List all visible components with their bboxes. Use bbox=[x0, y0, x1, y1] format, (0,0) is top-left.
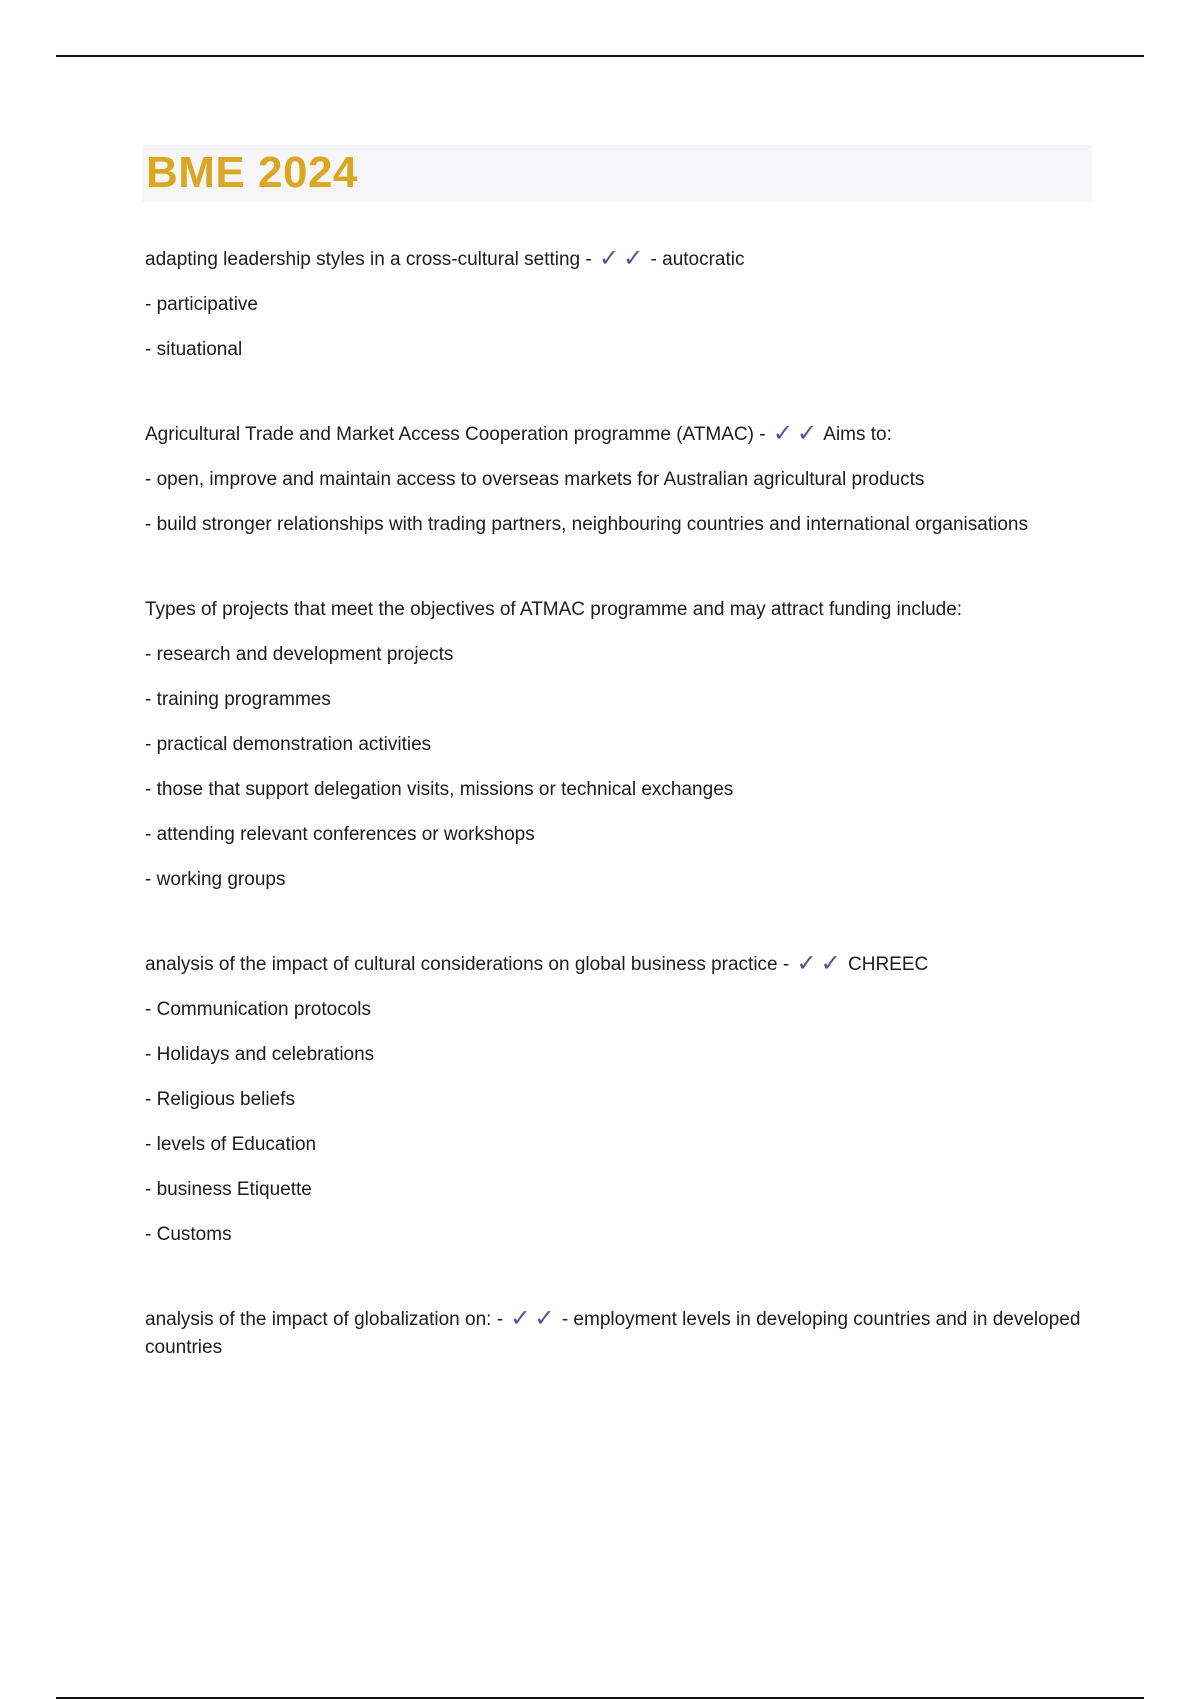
answer-line: - Communication protocols bbox=[145, 999, 371, 1020]
check-icon: ✓ bbox=[796, 420, 818, 447]
page-bottom-rule bbox=[56, 1697, 1144, 1699]
check-icon: ✓ bbox=[820, 950, 841, 977]
answer-line: - situational bbox=[145, 339, 243, 360]
qa-entry bbox=[145, 246, 1095, 364]
qa-answer: - employment levels in developing countries and in developed countries bbox=[145, 1309, 1081, 1358]
answer-line: - research and development projects bbox=[145, 644, 454, 665]
qa-answer: Aims to: bbox=[823, 424, 892, 445]
check-icon: ✓ bbox=[623, 245, 644, 272]
qa-answer: CHREEC bbox=[848, 954, 929, 975]
qa-entry bbox=[145, 596, 1095, 894]
qa-term: analysis of the impact of cultural considerations on global business practice - bbox=[145, 954, 790, 975]
qa-term: adapting leadership styles in a cross-cultural setting - bbox=[145, 249, 592, 270]
check-icon: ✓ bbox=[510, 1305, 531, 1332]
answer-line: - training programmes bbox=[145, 689, 331, 710]
document-title: BME 2024 bbox=[146, 148, 358, 197]
check-icon: ✓ bbox=[599, 245, 620, 272]
qa-term: Agricultural Trade and Market Access Cooperation programme (ATMAC) - bbox=[145, 424, 766, 445]
answer-line: - participative bbox=[145, 294, 258, 315]
document-body bbox=[145, 246, 1095, 1419]
answer-line: - those that support delegation visits, missions or technical exchanges bbox=[145, 779, 734, 800]
qa-question-line bbox=[145, 421, 1095, 449]
qa-answer: - autocratic bbox=[650, 249, 745, 270]
answer-line: - Holidays and celebrations bbox=[145, 1044, 375, 1065]
answer-line: - Religious beliefs bbox=[145, 1089, 295, 1110]
qa-entry bbox=[145, 421, 1095, 539]
page-top-rule bbox=[56, 55, 1144, 57]
qa-question-line bbox=[145, 951, 1095, 979]
answer-line: - Customs bbox=[145, 1224, 232, 1245]
answer-line: - open, improve and maintain access to overseas markets for Australian agricultural products bbox=[145, 469, 925, 490]
qa-statement-line: Types of projects that meet the objectives of ATMAC programme and may attract funding include: bbox=[145, 599, 963, 620]
qa-term: analysis of the impact of globalization on: - bbox=[145, 1309, 504, 1330]
check-icon: ✓ bbox=[796, 950, 817, 977]
answer-line: - working groups bbox=[145, 869, 286, 890]
check-icon: ✓ bbox=[772, 420, 793, 447]
answer-line: - business Etiquette bbox=[145, 1179, 312, 1200]
answer-line: - practical demonstration activities bbox=[145, 734, 432, 755]
answer-line: - levels of Education bbox=[145, 1134, 317, 1155]
answer-line: - attending relevant conferences or workshops bbox=[145, 824, 535, 845]
check-icon: ✓ bbox=[534, 1305, 555, 1332]
qa-entry bbox=[145, 1306, 1095, 1362]
qa-entry bbox=[145, 951, 1095, 1249]
qa-question-line bbox=[145, 1306, 1095, 1362]
qa-question-line bbox=[145, 246, 1095, 274]
answer-line: - build stronger relationships with trading partners, neighbouring countries and international organisations bbox=[145, 514, 1028, 535]
